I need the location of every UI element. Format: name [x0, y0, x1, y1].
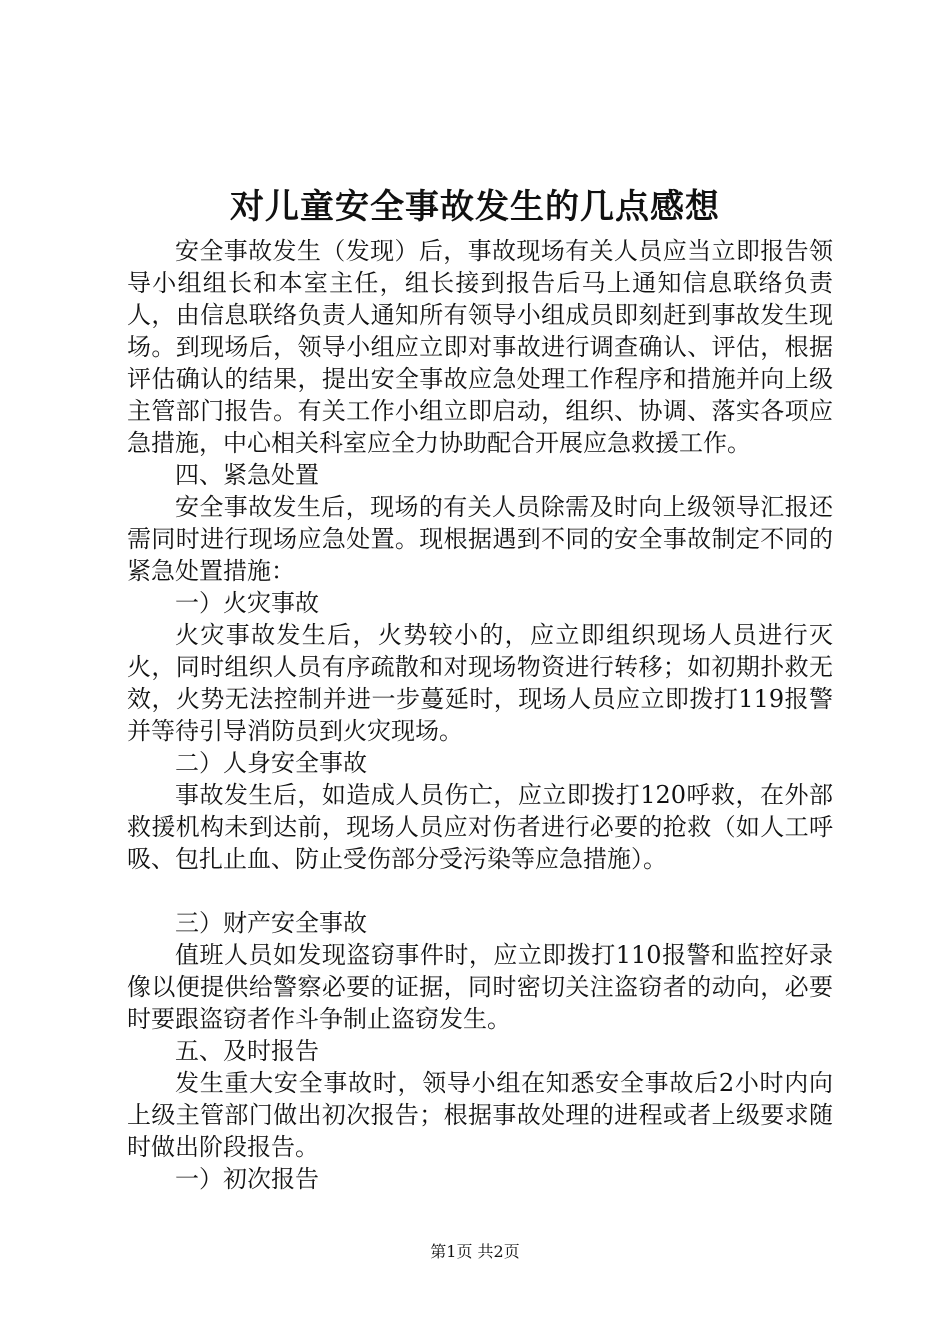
document-body	[127, 235, 833, 1195]
heading-emergency-handling: 四、紧急处置	[175, 461, 319, 489]
page-footer: 第1页 共2页	[430, 1242, 520, 1261]
paragraph-personal-safety: 事故发生后，如造成人员伤亡，应立即拨打120呼救，在外部救援机构未到达前，现场人员应对伤者进行必要的抢救（如人工呼吸、包扎止血、防止受伤部分受污染等应急措施）。	[127, 781, 833, 873]
document-title: 对儿童安全事故发生的几点感想	[230, 187, 720, 227]
heading-property-safety: 三）财产安全事故	[175, 909, 367, 937]
paragraph-property-safety: 值班人员如发现盗窃事件时，应立即拨打110报警和监控好录像以便提供给警察必要的证据，同时密切关注盗窃者的动向，必要时要跟盗窃者作斗争制止盗窃发生。	[127, 941, 833, 1033]
paragraph-timely-report: 发生重大安全事故时，领导小组在知悉安全事故后2小时内向上级主管部门做出初次报告；根据事故处理的进程或者上级要求随时做出阶段报告。	[127, 1069, 833, 1161]
heading-timely-report: 五、及时报告	[175, 1037, 319, 1065]
paragraph-emergency-intro: 安全事故发生后，现场的有关人员除需及时向上级领导汇报还需同时进行现场应急处置。现根据遇到不同的安全事故制定不同的紧急处置措施：	[127, 493, 833, 585]
heading-personal-safety: 二）人身安全事故	[175, 749, 367, 777]
heading-fire-accident: 一）火灾事故	[175, 589, 319, 617]
paragraph-fire-accident: 火灾事故发生后，火势较小的，应立即组织现场人员进行灭火，同时组织人员有序疏散和对现场物资进行转移；如初期扑救无效，火势无法控制并进一步蔓延时，现场人员应立即拨打119报警并等待引导消防员到火灾现场。	[127, 621, 833, 745]
heading-initial-report: 一）初次报告	[175, 1165, 319, 1193]
blank-line	[127, 875, 833, 907]
paragraph-report-procedure: 安全事故发生（发现）后，事故现场有关人员应当立即报告领导小组组长和本室主任，组长接到报告后马上通知信息联络负责人，由信息联络负责人通知所有领导小组成员即刻赶到事故发生现场。到现场后，领导小组应立即对事故进行调查确认、评估，根据评估确认的结果，提出安全事故应急处理工作程序和措施并向上级主管部门报告。有关工作小组立即启动，组织、协调、落实各项应急措施，中心相关科室应全力协助配合开展应急救援工作。	[127, 237, 833, 457]
